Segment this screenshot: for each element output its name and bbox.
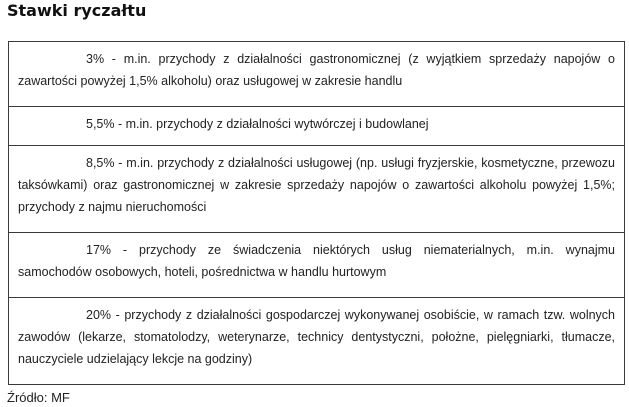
rate-text-20: 20% - przychody z działalności gospodarczej wykonywanej osobiście, w ramach tzw. wolnych zawodów (lekarze, stomatolodzy, weterynarze, technicy dentystyczni, położne, pielęgniarki, tłumacze, nauczyciele udzielający lekcje na godziny) [18, 308, 615, 366]
rate-text-17: 17% - przychody ze świadczenia niektórych usług niematerialnych, m.in. wynajmu samochodów osobowych, hoteli, pośrednictwa w handlu hurtowym [18, 243, 615, 279]
source-note: Źródło: MF [7, 390, 70, 405]
rate-text-3: 3% - m.in. przychody z działalności gastronomicznej (z wyjątkiem sprzedaży napojów o zawartości powyżej 1,5% alkoholu) oraz usługowej w zakresie handlu [18, 52, 615, 88]
rate-text-5-5: 5,5% - m.in. przychody z działalności wytwórczej i budowlanej [86, 117, 429, 131]
rate-row-5-5 [9, 107, 624, 146]
rates-table [8, 41, 625, 385]
rate-text-8-5: 8,5% - m.in. przychody z działalności usługowej (np. usługi fryzjerskie, kosmetyczne, przewozu taksówkami) oraz gastronomicznej w zakresie sprzedaży napojów o zawartości alkoholu powyżej 1,5%; przychody z najmu nieruchomości [18, 156, 615, 214]
rate-row-20 [9, 298, 624, 384]
page-title: Stawki ryczałtu [7, 1, 147, 20]
rate-row-17 [9, 233, 624, 298]
rate-row-8-5 [9, 146, 624, 233]
rate-row-3 [9, 42, 624, 107]
